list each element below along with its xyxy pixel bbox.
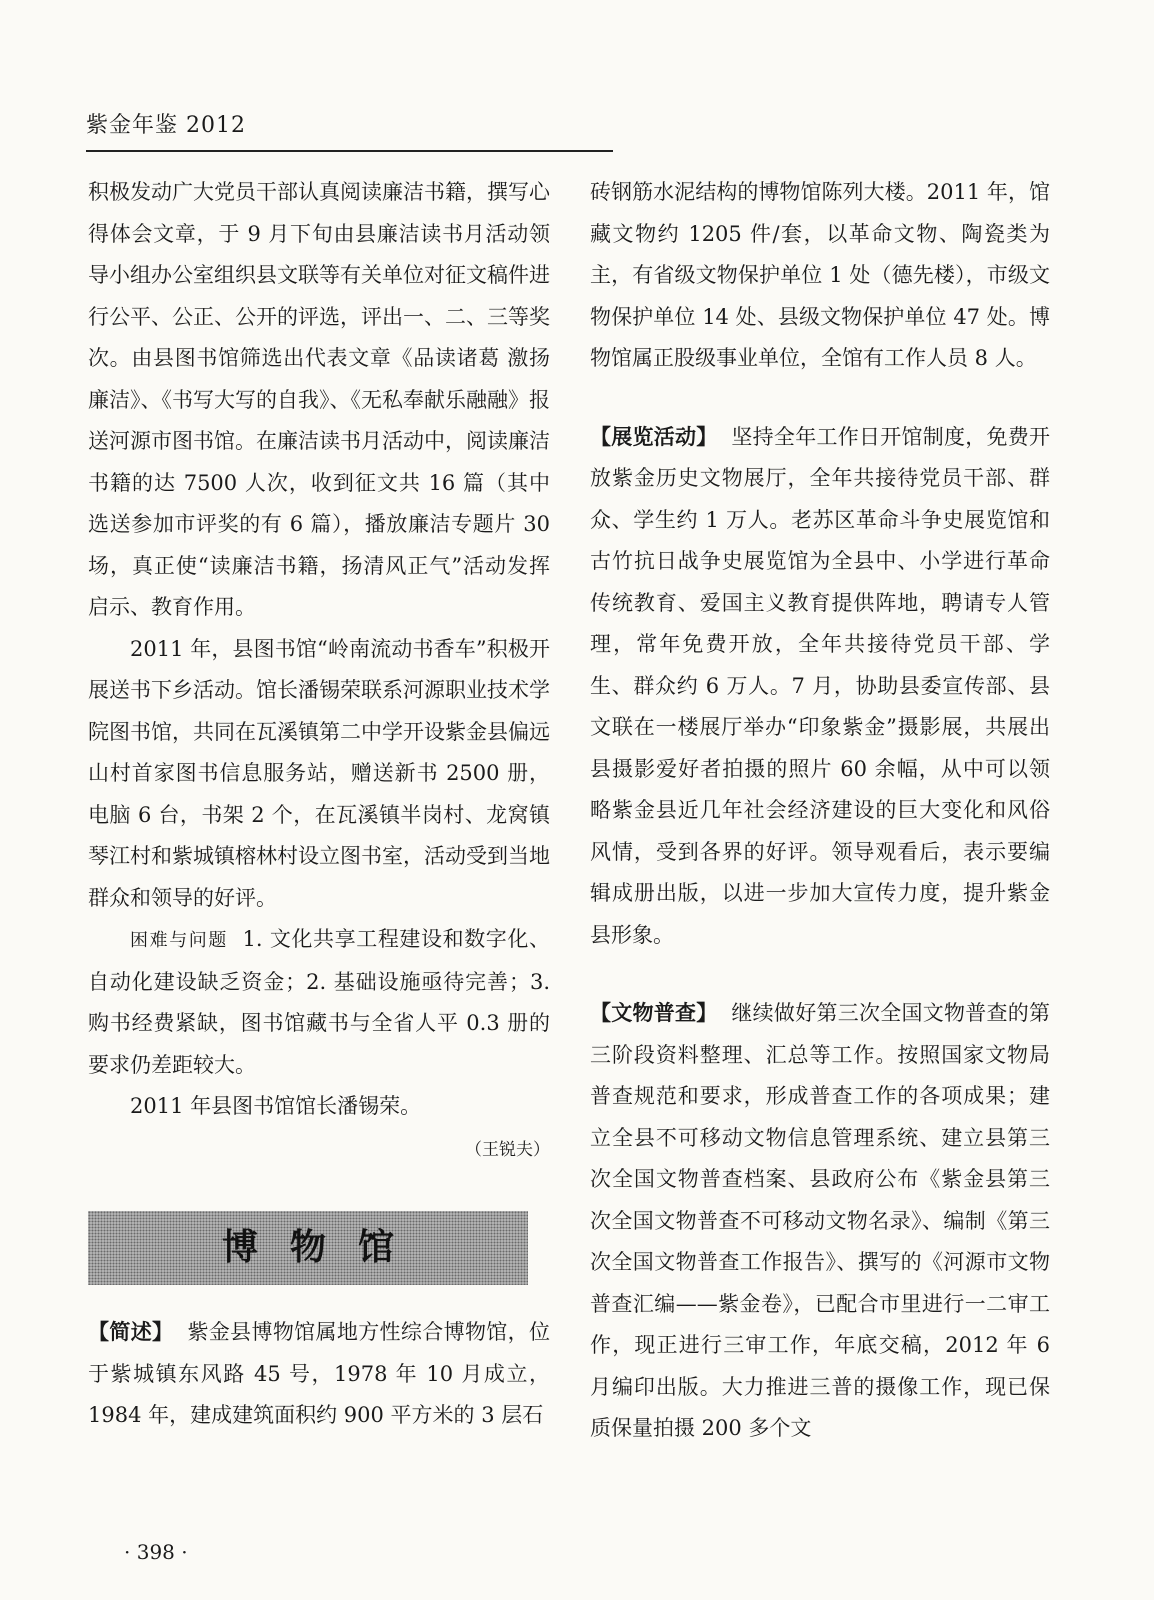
- survey-label: 【文物普查】: [590, 1000, 718, 1025]
- overview-text: 紫金县博物馆属地方性综合博物馆，位于紫城镇东风路 45 号，1978 年 10 月成立，1984 年，建成建筑面积约 900 平方米的 3 层石: [88, 1320, 550, 1427]
- paragraph-book-car: 2011 年，县图书馆“岭南流动书香车”积极开展送书下乡活动。馆长潘锡荣联系河源职业技术学院图书馆，共同在瓦溪镇第二中学开设紫金县偏远山村首家图书信息服务站，赠送新书 2500 册，电脑 6 台，书架 2 个，在瓦溪镇半岗村、龙窝镇琴江村和紫城镇榕林村设立图书室，活动受到当地群众和领导的好评。: [88, 636, 550, 910]
- paragraph-reading-month: 积极发动广大党员干部认真阅读廉洁书籍，撰写心得体会文章，于 9 月下旬由县廉洁读书月活动领导小组办公室组织县文联等有关单位对征文稿件进行公平、公正、公开的评选，评出一、二、三等奖次。由县图书馆筛选出代表文章《品读诸葛 激扬廉洁》、《书写大写的自我》、《无私奉献乐融融》报送河源市图书馆。在廉洁读书月活动中，阅读廉洁书籍的达 7500 人次，收到征文共 16 篇（其中选送参加市评奖的有 6 篇），播放廉洁专题片 30 场，真正使“读廉洁书籍，扬清风正气”活动发挥启示、教育作用。: [88, 180, 550, 619]
- right-column: [590, 172, 1050, 1450]
- paragraph-problems: [88, 919, 550, 1086]
- section-heading-box: [88, 1211, 528, 1285]
- paragraph-exhibition: [590, 416, 1050, 957]
- problems-label: 困难与问题: [130, 930, 228, 951]
- section-title: 博物馆: [221, 1227, 426, 1269]
- overview-label: 【简述】: [88, 1319, 174, 1344]
- left-column: [88, 172, 550, 1437]
- paragraph-director: 2011 年县图书馆馆长潘锡荣。: [130, 1094, 422, 1118]
- paragraph-survey: [590, 992, 1050, 1450]
- header-rule: [86, 150, 613, 152]
- spacer: [590, 956, 1050, 992]
- exhibition-label: 【展览活动】: [590, 423, 718, 449]
- problems-text: 1. 文化共享工程建设和数字化、自动化建设缺乏资金；2. 基础设施亟待完善；3. 购书经费紧缺，图书馆藏书与全省人平 0.3 册的要求仍差距较大。: [88, 927, 550, 1077]
- author-credit: （王锐夫）: [465, 1139, 550, 1160]
- spacer: [590, 380, 1050, 416]
- exhibition-text: 坚持全年工作日开馆制度，免费开放紫金历史文物展厅，全年共接待党员干部、群众、学生约 1 万人。老苏区革命斗争史展览馆和古竹抗日战争史展览馆为全县中、小学进行革命传统教育、爱国主义教育提供阵地，聘请专人管理，常年免费开放，全年共接待党员干部、学生、群众约 6 万人。7 月，协助县委宣传部、县文联在一楼展厅举办“印象紫金”摄影展，共展出县摄影爱好者拍摄的照片 60 余幅，从中可以领略紫金县近几年社会经济建设的巨大变化和风俗风情，受到各界的好评。领导观看后，表示要编辑成册出版，以进一步加大宣传力度，提升紫金县形象。: [590, 424, 1051, 947]
- paragraph-overview: [88, 1311, 550, 1437]
- running-header: 紫金年鉴 2012: [86, 113, 246, 138]
- survey-text: 继续做好第三次全国文物普查的第三阶段资料整理、汇总等工作。按照国家文物局普查规范和要求，形成普查工作的各项成果；建立全县不可移动文物信息管理系统、建立县第三次全国文物普查档案、县政府公布《紫金县第三次全国文物普查不可移动文物名录》、编制《第三次全国文物普查工作报告》、撰写的《河源市文物普查汇编——紫金卷》，已配合市里进行一二审工作，现正进行三审工作，年底交稿，2012 年 6 月编印出版。大力推进三普的摄像工作，现已保质保量拍摄 200 多个文: [590, 1001, 1051, 1440]
- paragraph-museum-building: 砖钢筋水泥结构的博物馆陈列大楼。2011 年，馆藏文物约 1205 件/套，以革命文物、陶瓷类为主，有省级文物保护单位 1 处（德先楼），市级文物保护单位 14 处、县级文物保护单位 47 处。博物馆属正股级事业单位，全馆有工作人员 8 人。: [590, 180, 1050, 370]
- page-number: · 398 ·: [124, 1540, 188, 1564]
